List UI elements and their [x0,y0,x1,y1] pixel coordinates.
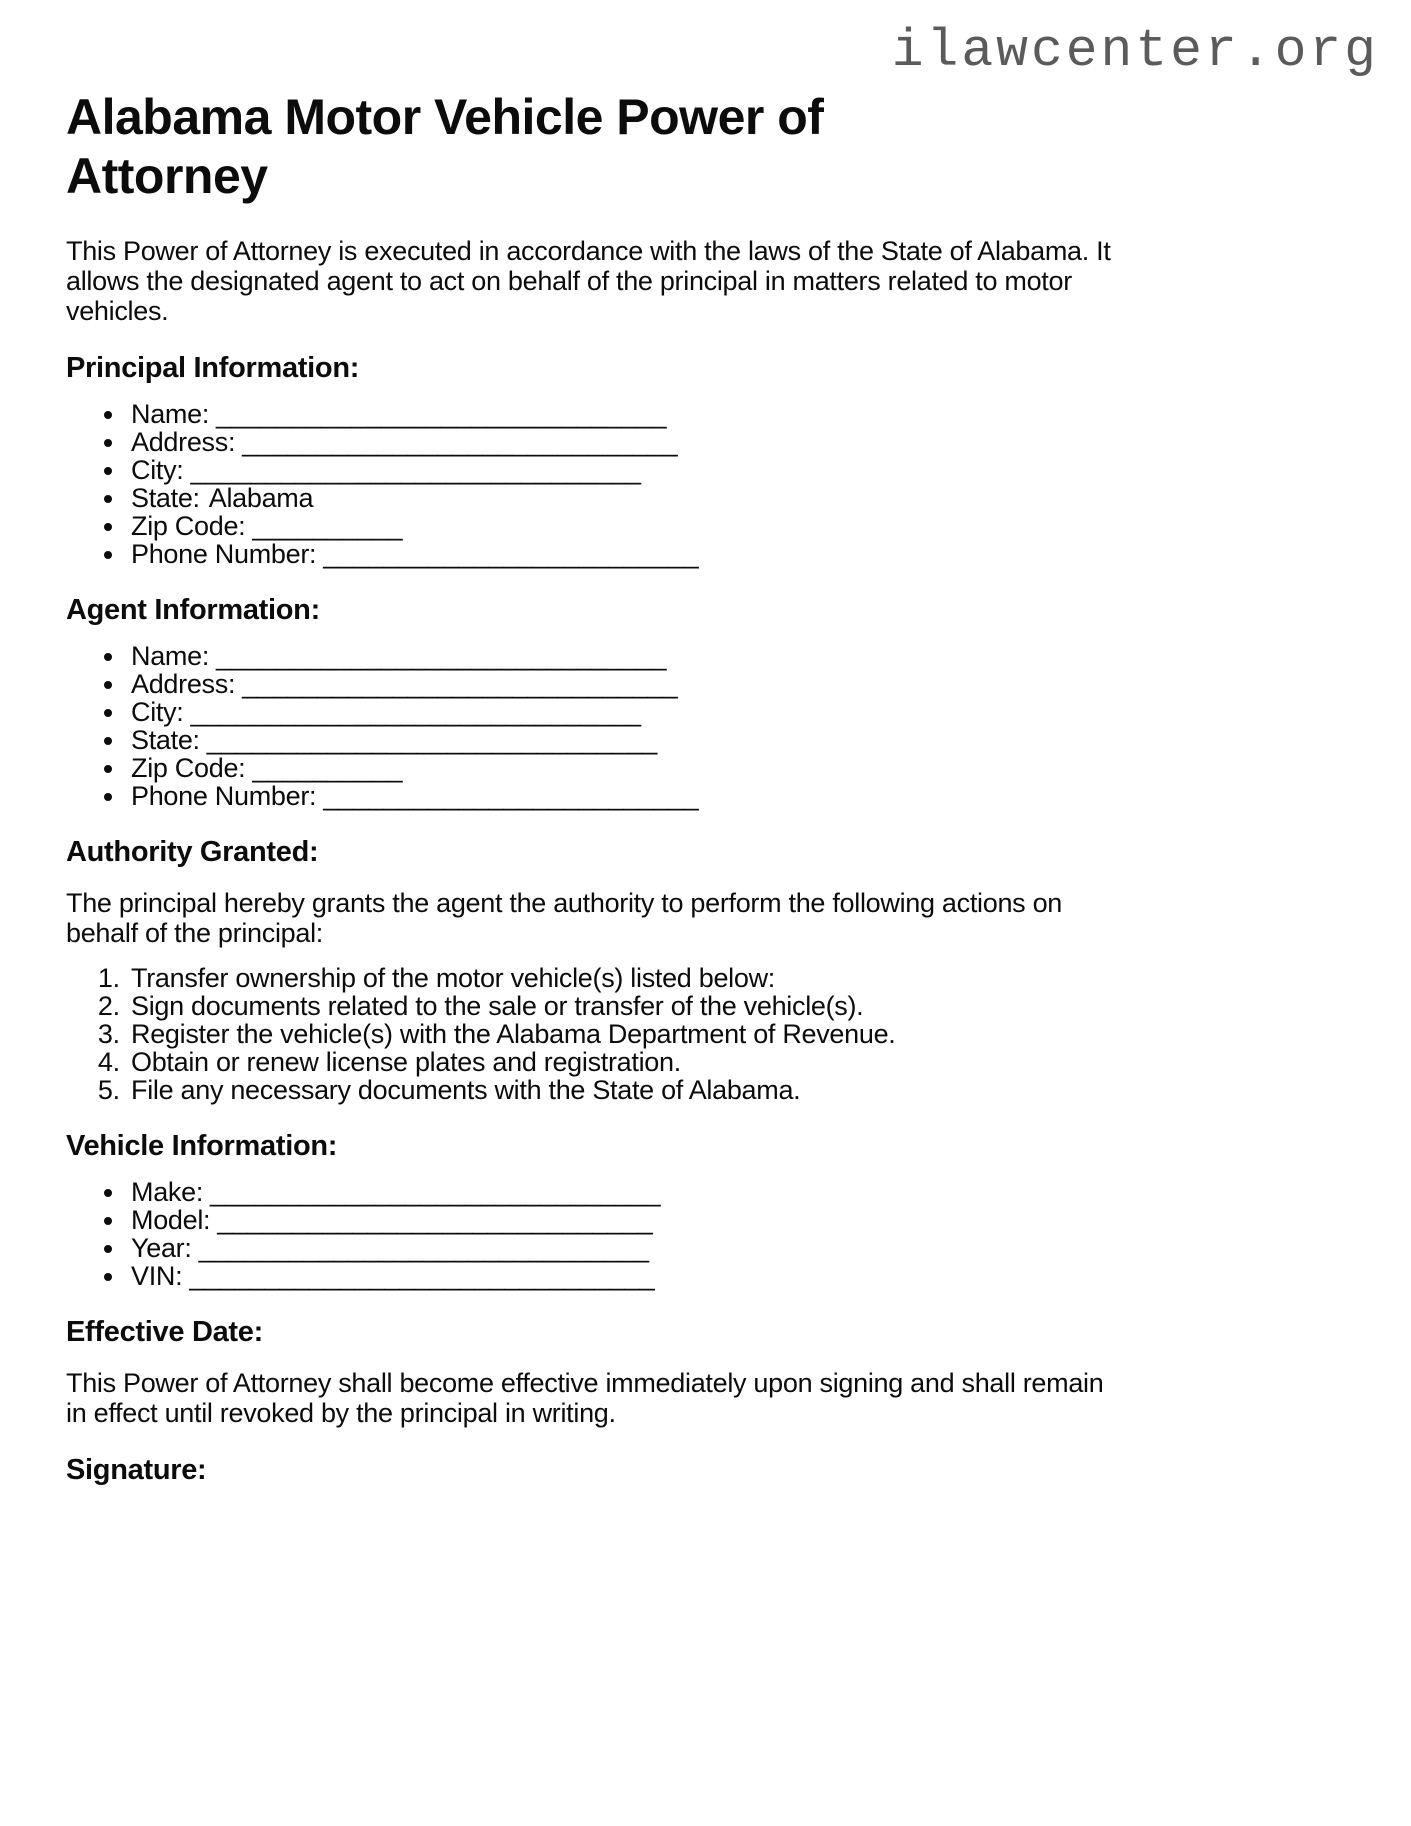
field-agent-address [127,670,1345,698]
fill-in-line: ______________________________ [190,455,641,485]
field-principal-zip [127,512,1345,540]
fill-in-line: ______________________________ [216,641,667,671]
authority-item-3: 3. Register the vehicle(s) with the Alabama Department of Revenue. [127,1020,1345,1048]
page-title-line-1: Alabama Motor Vehicle Power of [66,89,824,145]
fill-in-line: _________________________ [323,781,699,811]
page-title [66,88,1345,206]
field-vehicle-vin [127,1262,1345,1290]
intro-line-2: allows the designated agent to act on behalf of the principal in matters related to motor [66,266,1072,296]
fill-in-line: _____________________________ [217,1205,653,1235]
field-principal-phone [127,540,1345,568]
agent-fields-list [66,642,1345,810]
fill-in-line: __________ [252,753,403,783]
field-label: Address: [131,669,236,699]
heading-principal-information: Principal Information: [66,352,360,384]
field-label: Year: [131,1233,192,1263]
field-agent-phone [127,782,1345,810]
field-agent-zip [127,754,1345,782]
field-vehicle-make [127,1178,1345,1206]
authority-line-2: behalf of the principal: [66,918,323,948]
fill-in-line: _____________________________ [242,427,678,457]
heading-vehicle-information: Vehicle Information: [66,1130,338,1162]
authority-item-2: 2. Sign documents related to the sale or transfer of the vehicle(s). [127,992,1345,1020]
heading-authority-granted: Authority Granted: [66,836,319,868]
fill-in-line: ______________________________ [190,697,641,727]
field-label: City: [131,455,184,485]
fill-in-line: ______________________________ [210,1177,661,1207]
fill-in-line: ______________________________ [206,725,658,755]
fill-in-line: _____________________________ [242,669,678,699]
fill-in-line: ______________________________ [198,1233,650,1263]
field-label: Phone Number: [131,781,317,811]
field-vehicle-year [127,1234,1345,1262]
field-agent-city [127,698,1345,726]
field-label: Phone Number: [131,539,317,569]
field-label: State: [131,725,200,755]
field-principal-name [127,400,1345,428]
field-label: Name: [131,399,210,429]
fill-in-line: _________________________ [323,539,699,569]
field-label: Address: [131,427,236,457]
field-principal-city [127,456,1345,484]
heading-agent-information: Agent Information: [66,594,320,626]
field-label: Make: [131,1177,204,1207]
authority-actions-list [66,964,1345,1104]
field-label: Zip Code: [131,511,246,541]
field-label: VIN: [131,1261,183,1291]
effective-date-paragraph [66,1368,1345,1428]
vehicle-fields-list [66,1178,1345,1290]
field-label: Name: [131,641,210,671]
intro-paragraph [66,236,1345,326]
authority-item-1: 1. Transfer ownership of the motor vehicle(s) listed below: [127,964,1345,992]
field-principal-address [127,428,1345,456]
heading-effective-date: Effective Date: [66,1316,263,1348]
field-agent-state [127,726,1345,754]
field-principal-state [127,484,1345,512]
intro-line-3: vehicles. [66,296,169,326]
field-label: Zip Code: [131,753,246,783]
authority-line-1: The principal hereby grants the agent the authority to perform the following actions on [66,888,1062,918]
effective-line-1: This Power of Attorney shall become effective immediately upon signing and shall remain [66,1368,1104,1398]
authority-item-4: 4. Obtain or renew license plates and registration. [127,1048,1345,1076]
field-agent-name [127,642,1345,670]
field-vehicle-model [127,1206,1345,1234]
authority-paragraph [66,888,1345,948]
page-title-line-2: Attorney [66,148,268,204]
field-label: Model: [131,1205,211,1235]
heading-signature: Signature: [66,1454,207,1486]
authority-item-5: 5. File any necessary documents with the State of Alabama. [127,1076,1345,1104]
site-logo: ilawcenter.org [891,21,1379,81]
intro-line-1: This Power of Attorney is executed in accordance with the laws of the State of Alabama. It [66,236,1111,266]
fill-in-line: __________ [252,511,403,541]
field-label: City: [131,697,184,727]
field-label: State: [131,483,200,513]
fill-in-line: _______________________________ [189,1261,655,1291]
fill-in-line: ______________________________ [216,399,667,429]
field-value: Alabama [208,483,314,513]
effective-line-2: in effect until revoked by the principal in writing. [66,1398,616,1428]
principal-fields-list [66,400,1345,568]
